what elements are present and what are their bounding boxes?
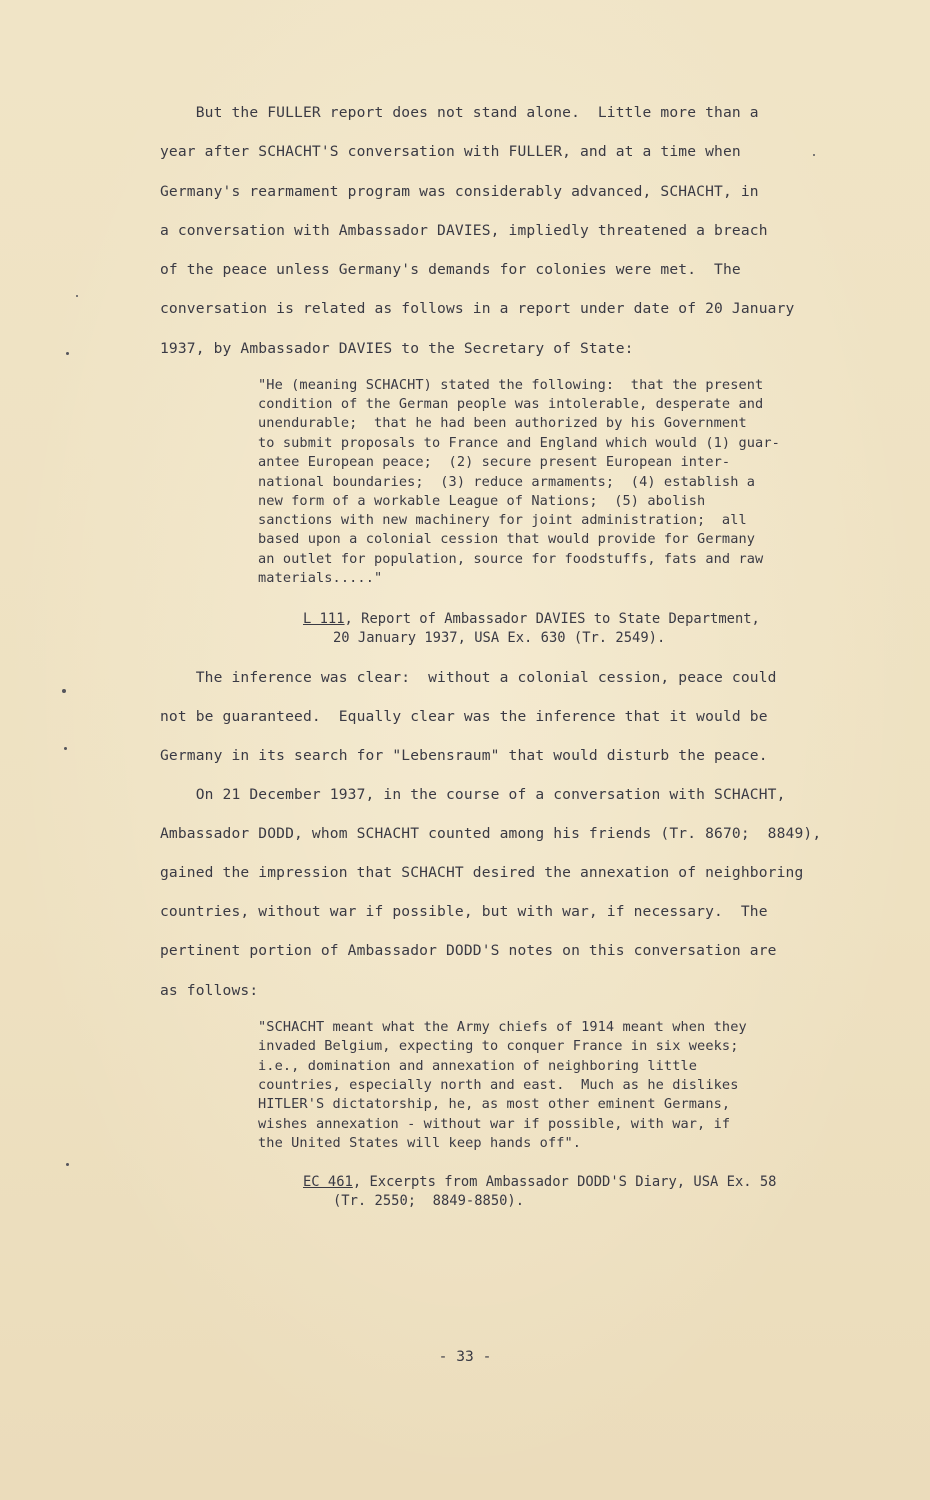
text-line: not be guaranteed. Equally clear was the inference that it would be <box>160 708 768 725</box>
text-line: gained the impression that SCHACHT desired the annexation of neighboring <box>160 864 804 881</box>
text-line: countries, without war if possible, but with war, if necessary. The <box>160 903 768 920</box>
quote-line: an outlet for population, source for foodstuffs, fats and raw <box>258 551 764 567</box>
quote-line: unendurable; that he had been authorized by his Government <box>258 415 747 431</box>
text-line: On 21 December 1937, in the course of a conversation with SCHACHT, <box>160 786 786 803</box>
quote-line: to submit proposals to France and England which would (1) guar- <box>258 435 780 451</box>
text-line: a conversation with Ambassador DAVIES, impliedly threatened a breach <box>160 222 768 239</box>
citation-line: (Tr. 2550; 8849-8850). <box>333 1193 525 1209</box>
margin-speck <box>64 747 67 750</box>
quote-line: countries, especially north and east. Much as he dislikes <box>258 1077 739 1093</box>
quote-line: materials....." <box>258 570 383 586</box>
citation-line: 20 January 1937, USA Ex. 630 (Tr. 2549). <box>333 630 666 646</box>
quote-line: i.e., domination and annexation of neighboring little <box>258 1058 698 1074</box>
text-line: conversation is related as follows in a report under date of 20 January <box>160 300 795 317</box>
citation-line <box>303 610 760 628</box>
quote-line: HITLER'S dictatorship, he, as most other eminent Germans, <box>258 1096 731 1112</box>
quote-line: invaded Belgium, expecting to conquer France in six weeks; <box>258 1038 739 1054</box>
text-line: The inference was clear: without a colonial cession, peace could <box>160 669 777 686</box>
quote-line: new form of a workable League of Nations; (5) abolish <box>258 493 706 509</box>
margin-speck <box>66 352 69 355</box>
quote-line: antee European peace; (2) secure present European inter- <box>258 454 731 470</box>
text-line: pertinent portion of Ambassador DODD'S notes on this conversation are <box>160 942 777 959</box>
margin-speck <box>66 1163 69 1166</box>
quote-line: "SCHACHT meant what the Army chiefs of 1914 meant when they <box>258 1019 747 1035</box>
margin-speck <box>76 295 78 297</box>
text-line: But the FULLER report does not stand alone. Little more than a <box>160 104 759 121</box>
margin-speck <box>62 689 66 693</box>
text-line: Germany in its search for "Lebensraum" that would disturb the peace. <box>160 747 768 764</box>
quote-line: based upon a colonial cession that would provide for Germany <box>258 531 756 547</box>
quote-line: sanctions with new machinery for joint administration; all <box>258 512 747 528</box>
text-line: of the peace unless Germany's demands for colonies were met. The <box>160 261 741 278</box>
exhibit-reference: EC 461 <box>303 1174 353 1190</box>
margin-speck <box>813 154 815 156</box>
text-line: as follows: <box>160 982 259 999</box>
text-line: Germany's rearmament program was considerably advanced, SCHACHT, in <box>160 183 759 200</box>
exhibit-reference: L 111 <box>303 611 345 627</box>
quote-line: national boundaries; (3) reduce armaments; (4) establish a <box>258 474 756 490</box>
quote-line: "He (meaning SCHACHT) stated the following: that the present <box>258 377 764 393</box>
quote-line: condition of the German people was intolerable, desperate and <box>258 396 764 412</box>
text-line: 1937, by Ambassador DAVIES to the Secretary of State: <box>160 340 634 357</box>
citation-text: , Excerpts from Ambassador DODD'S Diary, USA Ex. 58 <box>352 1174 777 1190</box>
citation-line <box>303 1173 776 1191</box>
quote-line: wishes annexation - without war if possible, with war, if <box>258 1116 731 1132</box>
text-line: year after SCHACHT'S conversation with FULLER, and at a time when <box>160 143 741 160</box>
page-number: - 33 - <box>438 1348 492 1365</box>
quote-line: the United States will keep hands off". <box>258 1135 582 1151</box>
citation-text: , Report of Ambassador DAVIES to State Department, <box>344 611 760 627</box>
text-line: Ambassador DODD, whom SCHACHT counted among his friends (Tr. 8670; 8849), <box>160 825 822 842</box>
